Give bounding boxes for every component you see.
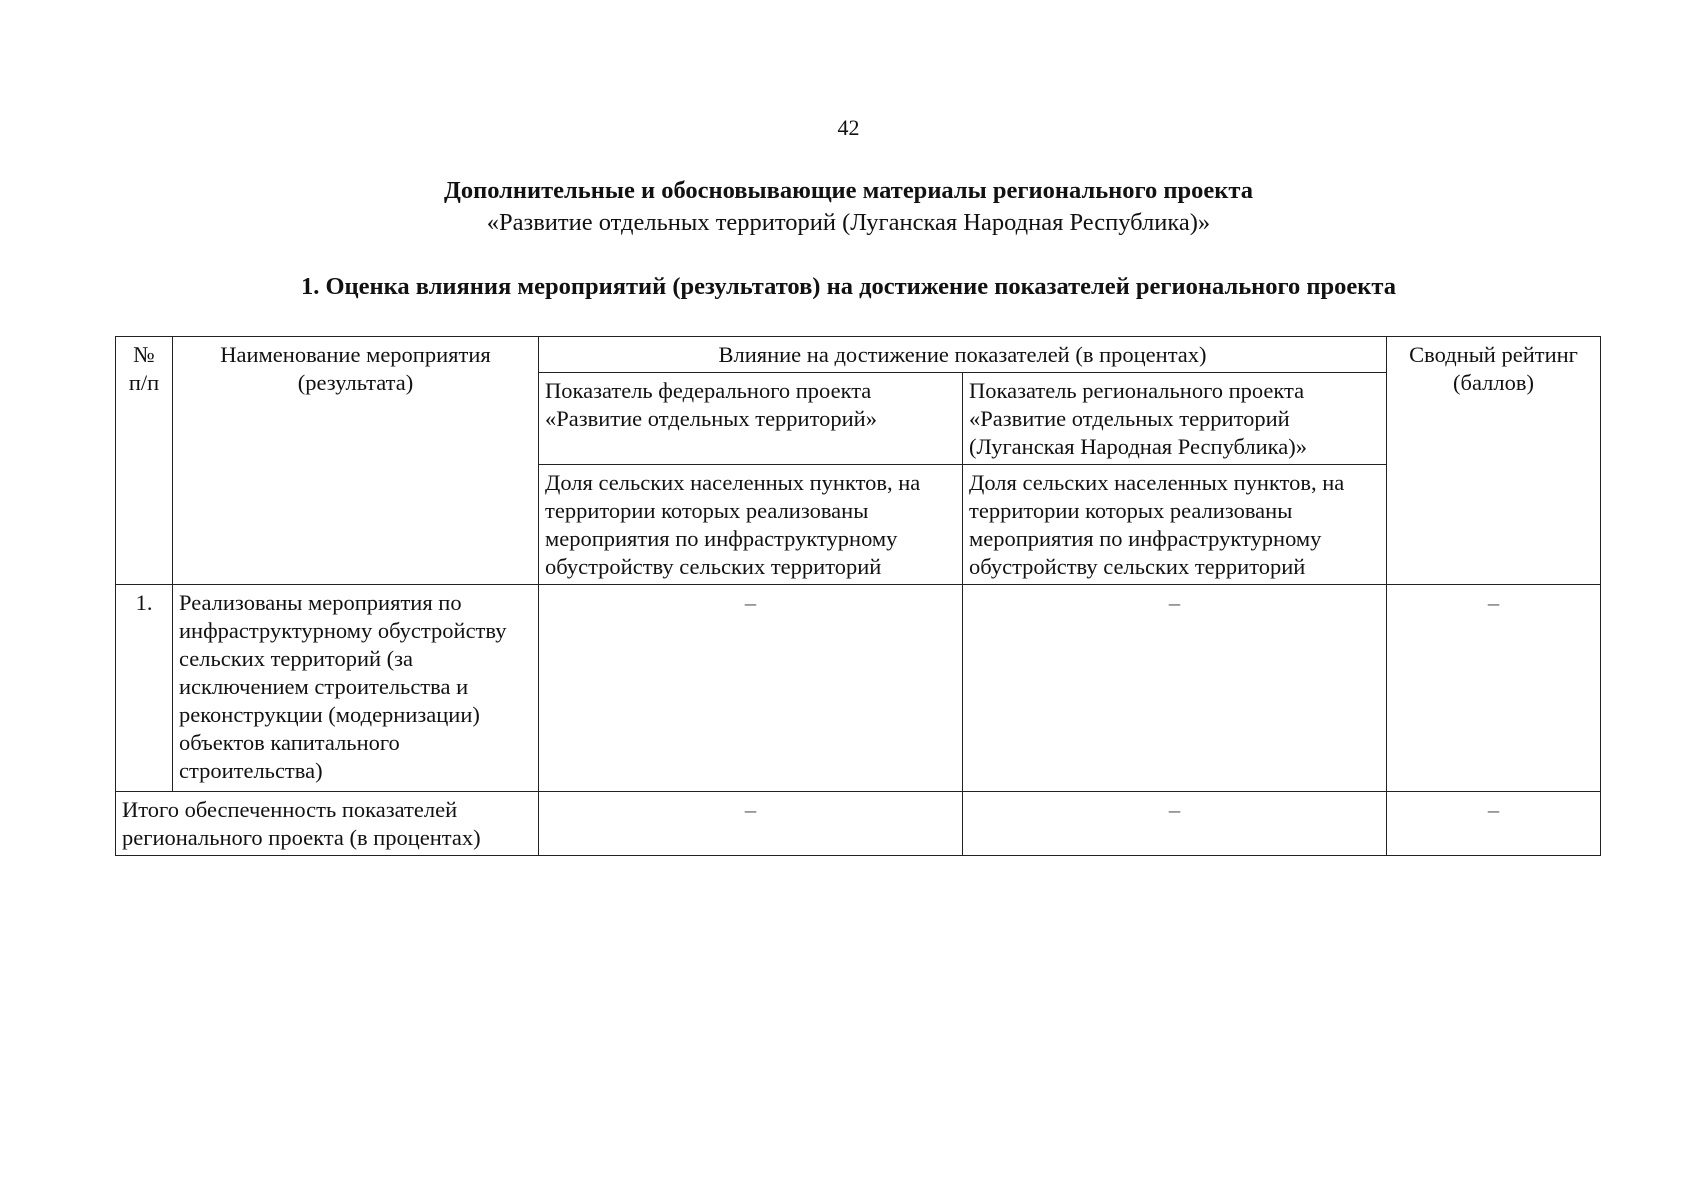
page-number: 42 [837,115,860,140]
row-federal-value: – [539,585,963,792]
impact-assessment-table [115,336,1601,856]
document-title: Дополнительные и обосновывающие материалы регионального проекта [444,177,1253,204]
total-label: Итого обеспеченность показателей регионального проекта (в процентах) [116,792,539,856]
document-subtitle: «Развитие отдельных территорий (Луганская Народная Республика)» [486,209,1211,236]
header-rating: Сводный рейтинг (баллов) [1387,337,1601,585]
header-federal-indicator: Показатель федерального проекта «Развитие отдельных территорий» [539,373,963,465]
total-federal-value: – [539,792,963,856]
header-name: Наименование мероприятия (результата) [173,337,539,585]
total-row [116,792,1601,856]
row-regional-value: – [963,585,1387,792]
header-regional-share: Доля сельских населенных пунктов, на территории которых реализованы мероприятия по инфраструктурному обустройству сельских территорий [963,465,1387,585]
row-num: 1. [116,585,173,792]
header-row-1 [116,337,1601,373]
table-row [116,585,1601,792]
header-num: № п/п [116,337,173,585]
row-rating-value: – [1387,585,1601,792]
total-rating-value: – [1387,792,1601,856]
header-regional-indicator: Показатель регионального проекта «Развитие отдельных территорий (Луганская Народная Республика)» [963,373,1387,465]
header-influence: Влияние на достижение показателей (в процентах) [539,337,1387,373]
header-federal-share: Доля сельских населенных пунктов, на территории которых реализованы мероприятия по инфраструктурному обустройству сельских территорий [539,465,963,585]
row-name: Реализованы мероприятия по инфраструктурному обустройству сельских территорий (за исключением строительства и реконструкции (модернизации) объектов капитального строительства) [173,585,539,792]
section-heading: 1. Оценка влияния мероприятий (результатов) на достижение показателей регионального проекта [301,273,1396,300]
total-regional-value: – [963,792,1387,856]
